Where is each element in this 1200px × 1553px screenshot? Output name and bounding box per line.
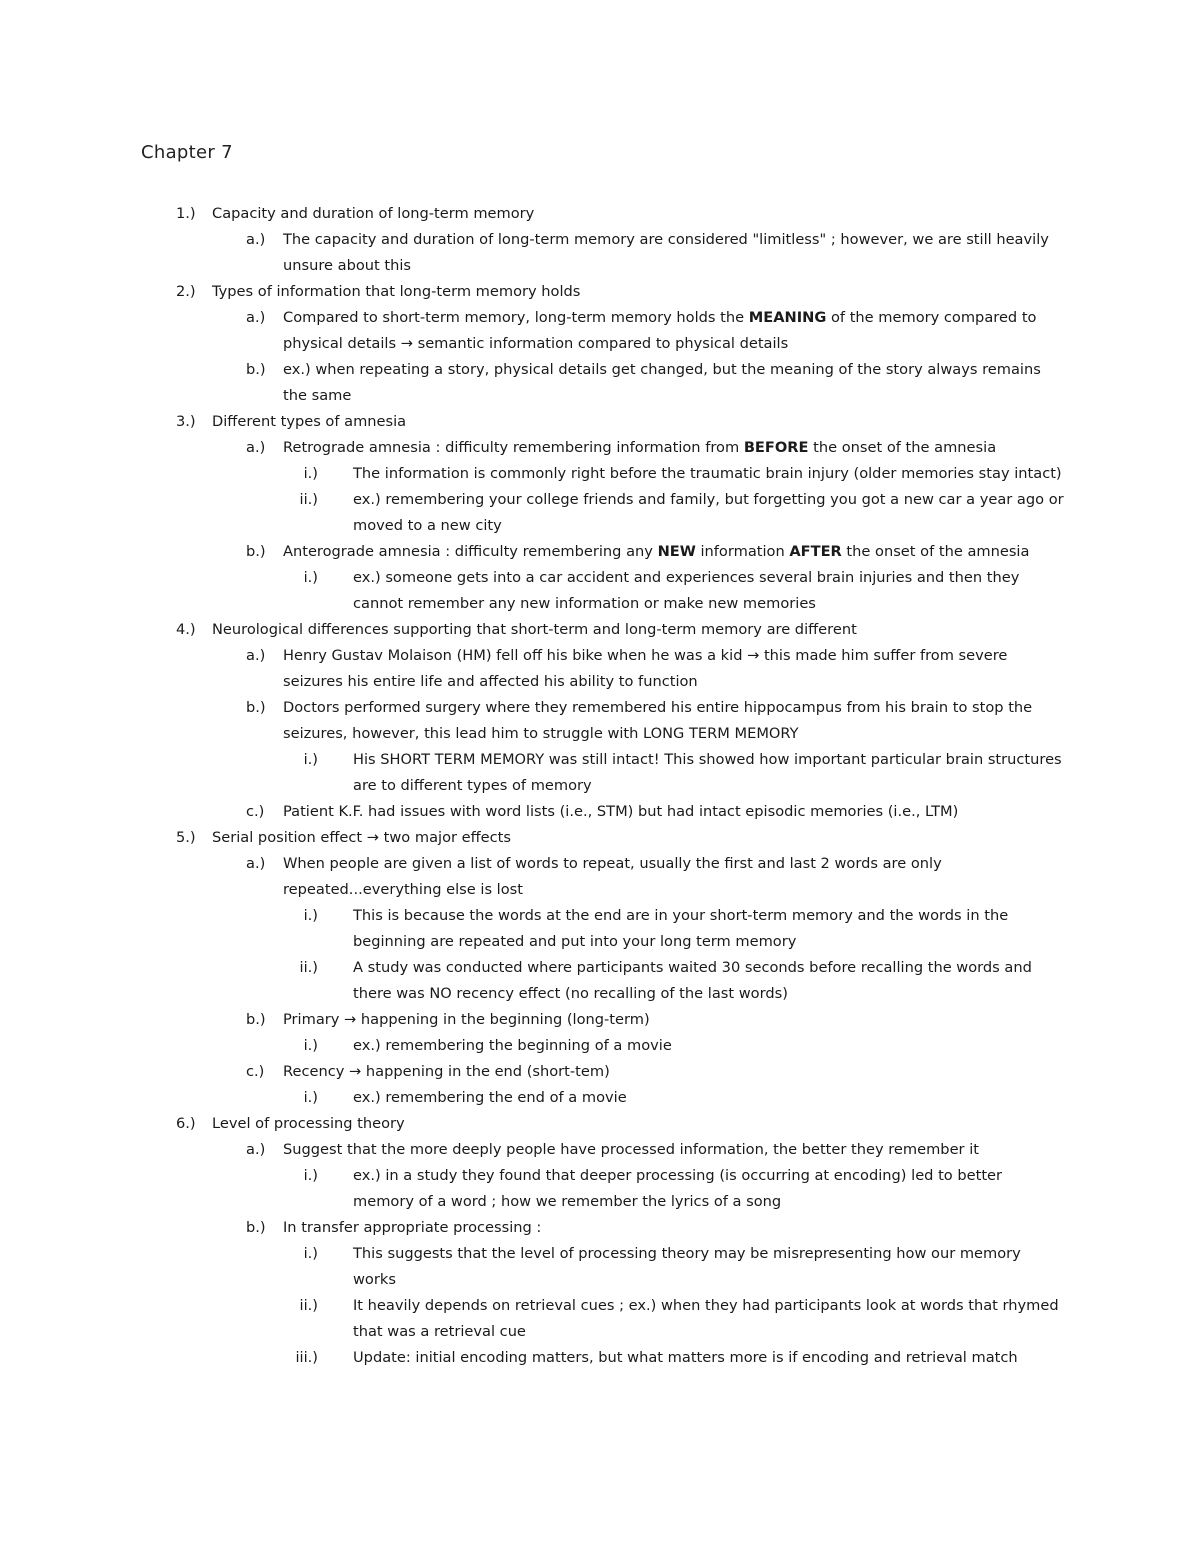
outline-marker: ii.) <box>299 959 318 976</box>
outline-marker: b.) <box>246 543 266 560</box>
outline-marker: i.) <box>303 1037 318 1054</box>
outline-item <box>0 1241 1200 1293</box>
outline-text <box>353 1033 1065 1059</box>
outline-marker: iii.) <box>295 1349 318 1366</box>
outline-marker: b.) <box>246 361 266 378</box>
outline-marker: b.) <box>246 1219 266 1236</box>
outline-text <box>283 1137 1063 1163</box>
outline-item <box>0 227 1200 279</box>
outline-text <box>283 1215 1063 1241</box>
outline-item <box>0 1085 1200 1111</box>
outline-marker: a.) <box>246 855 266 872</box>
text-run: Types of information that long-term memory holds <box>212 283 581 300</box>
outline-text <box>212 279 1062 305</box>
outline-marker: b.) <box>246 1011 266 1028</box>
text-run: Update: initial encoding matters, but what matters more is if encoding and retrieval match <box>353 1349 1018 1366</box>
outline-marker: i.) <box>303 465 318 482</box>
outline-marker: i.) <box>303 569 318 586</box>
text-run: When people are given a list of words to repeat, usually the first and last 2 words are only repeated...everything else is lost <box>283 855 942 898</box>
outline-item <box>0 305 1200 357</box>
outline-text <box>283 305 1063 357</box>
outline-text <box>283 435 1063 461</box>
outline-text <box>283 643 1063 695</box>
outline-marker: i.) <box>303 1167 318 1184</box>
outline-marker: 4.) <box>176 621 196 638</box>
outline-list <box>0 201 1200 1371</box>
text-run: ex.) in a study they found that deeper processing (is occurring at encoding) led to better memory of a word ; how we remember the lyrics of a song <box>353 1167 1003 1210</box>
outline-marker: a.) <box>246 647 266 664</box>
outline-text <box>353 565 1065 617</box>
outline-marker: i.) <box>303 1245 318 1262</box>
outline-text <box>353 487 1065 539</box>
outline-marker: b.) <box>246 699 266 716</box>
text-run: Patient K.F. had issues with word lists (i.e., STM) but had intact episodic memories (i.e., LTM) <box>283 803 959 820</box>
outline-item <box>0 279 1200 305</box>
outline-item <box>0 799 1200 825</box>
outline-item <box>0 1163 1200 1215</box>
outline-marker: c.) <box>246 803 265 820</box>
text-run: Serial position effect → two major effects <box>212 829 512 846</box>
outline-item <box>0 825 1200 851</box>
outline-marker: a.) <box>246 439 266 456</box>
text-run: the onset of the amnesia <box>808 439 997 456</box>
outline-text <box>283 799 1063 825</box>
outline-item <box>0 747 1200 799</box>
text-run: Different types of amnesia <box>212 413 407 430</box>
text-run: Retrograde amnesia : difficulty remembering information from <box>283 439 744 456</box>
text-run: ex.) remembering your college friends and family, but forgetting you got a new car a year ago or moved to a new city <box>353 491 1064 534</box>
outline-marker: 1.) <box>176 205 196 222</box>
outline-text <box>212 201 1062 227</box>
outline-item <box>0 903 1200 955</box>
text-run: This suggests that the level of processing theory may be misrepresenting how our memory works <box>353 1245 1021 1288</box>
outline-item <box>0 851 1200 903</box>
outline-marker: ii.) <box>299 491 318 508</box>
text-run: Anterograde amnesia : difficulty remembering any <box>283 543 658 560</box>
text-run: Capacity and duration of long-term memory <box>212 205 535 222</box>
outline-item <box>0 955 1200 1007</box>
emphasis-text: AFTER <box>789 543 842 560</box>
outline-item <box>0 1007 1200 1033</box>
outline-text <box>353 1293 1065 1345</box>
outline-text <box>283 1007 1063 1033</box>
outline-item <box>0 1345 1200 1371</box>
emphasis-text: NEW <box>657 543 696 560</box>
outline-text <box>212 617 1062 643</box>
text-run: ex.) remembering the end of a movie <box>353 1089 627 1106</box>
outline-item <box>0 409 1200 435</box>
text-run: Recency → happening in the end (short-tem) <box>283 1063 610 1080</box>
text-run: This is because the words at the end are in your short-term memory and the words in the beginning are repeated and put into your long term memory <box>353 907 1009 950</box>
outline-text <box>353 903 1065 955</box>
outline-text <box>283 1059 1063 1085</box>
outline-item <box>0 357 1200 409</box>
text-run: the onset of the amnesia <box>841 543 1030 560</box>
text-run: Doctors performed surgery where they remembered his entire hippocampus from his brain to stop the seizures, however, this lead him to struggle with LONG TERM MEMORY <box>283 699 1033 742</box>
text-run: Henry Gustav Molaison (HM) fell off his bike when he was a kid → this made him suffer from severe seizures his entire life and affected his ability to function <box>283 647 1008 690</box>
outline-marker: a.) <box>246 1141 266 1158</box>
outline-item <box>0 643 1200 695</box>
outline-text <box>212 1111 1062 1137</box>
outline-text <box>353 747 1065 799</box>
outline-item <box>0 1215 1200 1241</box>
outline-marker: 2.) <box>176 283 196 300</box>
outline-item <box>0 1033 1200 1059</box>
outline-item <box>0 461 1200 487</box>
outline-item <box>0 539 1200 565</box>
outline-text <box>353 955 1065 1007</box>
outline-text <box>283 851 1063 903</box>
outline-item <box>0 487 1200 539</box>
outline-item <box>0 695 1200 747</box>
outline-text <box>283 227 1063 279</box>
text-run: ex.) remembering the beginning of a movie <box>353 1037 672 1054</box>
text-run: Neurological differences supporting that short-term and long-term memory are different <box>212 621 857 638</box>
text-run: of the memory compared to physical details → semantic information compared to physical details <box>283 309 1037 352</box>
emphasis-text: BEFORE <box>743 439 809 456</box>
outline-item <box>0 1059 1200 1085</box>
outline-text <box>212 409 1062 435</box>
outline-marker: i.) <box>303 1089 318 1106</box>
text-run: Level of processing theory <box>212 1115 405 1132</box>
outline-text <box>283 695 1063 747</box>
text-run: His SHORT TERM MEMORY was still intact! This showed how important particular brain structures are to different types of memory <box>353 751 1062 794</box>
text-run: Compared to short-term memory, long-term memory holds the <box>283 309 749 326</box>
outline-item <box>0 1137 1200 1163</box>
outline-text <box>353 1085 1065 1111</box>
outline-marker: 6.) <box>176 1115 196 1132</box>
outline-item <box>0 1293 1200 1345</box>
emphasis-text: MEANING <box>748 309 827 326</box>
outline-item <box>0 201 1200 227</box>
outline-marker: i.) <box>303 751 318 768</box>
text-run: In transfer appropriate processing : <box>283 1219 542 1236</box>
outline-marker: ii.) <box>299 1297 318 1314</box>
text-run: A study was conducted where participants waited 30 seconds before recalling the words and there was NO recency effect (no recalling of the last words) <box>353 959 1032 1002</box>
outline-marker: c.) <box>246 1063 265 1080</box>
text-run: information <box>695 543 790 560</box>
outline-text <box>212 825 1062 851</box>
text-run: The capacity and duration of long-term memory are considered "limitless" ; however, we are still heavily unsure about this <box>283 231 1049 274</box>
text-run: Suggest that the more deeply people have processed information, the better they remember it <box>283 1141 979 1158</box>
outline-marker: a.) <box>246 309 266 326</box>
text-run: ex.) someone gets into a car accident and experiences several brain injuries and then they cannot remember any new information or make new memories <box>353 569 1020 612</box>
outline-marker: 3.) <box>176 413 196 430</box>
outline-text <box>283 539 1063 565</box>
text-run: ex.) when repeating a story, physical details get changed, but the meaning of the story always remains the same <box>283 361 1041 404</box>
outline-marker: i.) <box>303 907 318 924</box>
outline-marker: a.) <box>246 231 266 248</box>
outline-text <box>353 1241 1065 1293</box>
text-run: It heavily depends on retrieval cues ; ex.) when they had participants look at words that rhymed that was a retrieval cue <box>353 1297 1059 1340</box>
outline-text <box>353 461 1065 487</box>
text-run: Primary → happening in the beginning (long-term) <box>283 1011 650 1028</box>
outline-item <box>0 617 1200 643</box>
outline-item <box>0 435 1200 461</box>
outline-marker: 5.) <box>176 829 196 846</box>
outline-text <box>353 1345 1065 1371</box>
outline-text <box>353 1163 1065 1215</box>
outline-item <box>0 1111 1200 1137</box>
page-title: Chapter 7 <box>141 142 233 163</box>
outline-item <box>0 565 1200 617</box>
outline-text <box>283 357 1063 409</box>
text-run: The information is commonly right before the traumatic brain injury (older memories stay intact) <box>353 465 1062 482</box>
